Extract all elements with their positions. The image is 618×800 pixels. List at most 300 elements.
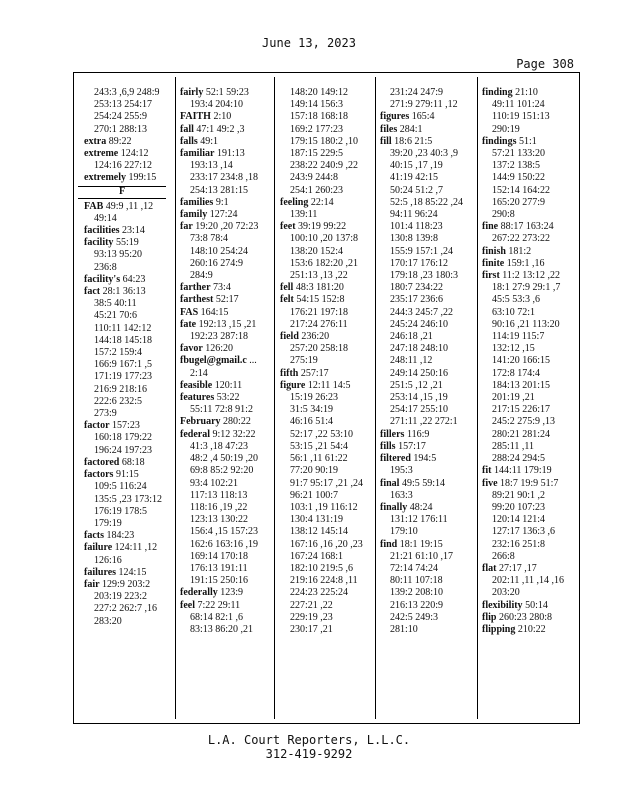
index-entry-continuation (84, 298, 166, 310)
index-term: flexibility (482, 599, 523, 611)
page-line-refs: 68:14 82:1 ,6 (190, 611, 244, 623)
page-line-refs: 251:13 ,13 ,22 (290, 270, 348, 282)
index-entry-continuation (280, 429, 363, 441)
index-entry-continuation (280, 563, 363, 575)
index-entry-continuation (280, 612, 363, 624)
index-entry-continuation (482, 331, 564, 343)
page-line-refs: 227:2 262:7 ,16 (94, 603, 158, 615)
index-entry (482, 624, 564, 636)
index-entry-continuation (280, 270, 363, 282)
index-entry-continuation (180, 160, 258, 172)
page-line-refs: 54:15 152:8 (296, 294, 345, 306)
page-line-refs: 254:17 255:10 (390, 404, 449, 416)
page-line-refs: 127:17 136:3 ,6 (492, 526, 556, 538)
page-line-refs: 216:9 218:16 (94, 383, 148, 395)
page-line-refs: 15:19 26:23 (290, 392, 339, 404)
index-entry-continuation (280, 526, 363, 538)
section-rule (78, 198, 166, 199)
index-entry-continuation (482, 429, 564, 441)
page-line-refs: 184:13 201:15 (492, 379, 551, 391)
page-line-refs: 243:3 ,6,9 248:9 (94, 87, 160, 98)
index-entry-continuation (280, 441, 363, 453)
index-column-1 (84, 87, 166, 628)
index-entry-continuation (482, 490, 564, 502)
page-line-refs: 192:23 287:18 (190, 331, 249, 343)
page-line-refs: 139:2 208:10 (390, 587, 444, 599)
page-line-refs: 271:11 ,22 272:1 (390, 416, 458, 428)
index-entry-continuation (84, 555, 166, 567)
page-line-refs: 202:11 ,11 ,14 ,16 (492, 575, 565, 587)
index-entry-continuation (180, 453, 258, 465)
page-line-refs: 144:11 179:19 (493, 465, 552, 477)
page-line-refs: 45:5 53:3 ,6 (492, 294, 541, 306)
index-term: familiar (180, 148, 215, 160)
index-entry (84, 225, 166, 237)
page-line-refs: 199:15 (128, 172, 157, 184)
index-entry-continuation (84, 481, 166, 493)
index-term: field (280, 331, 299, 343)
index-entry (380, 136, 463, 148)
index-term: facility (84, 237, 114, 249)
index-term: fall (180, 123, 194, 135)
page-line-refs: 260:16 274:9 (190, 257, 244, 269)
page-line-refs: 18:6 21:5 (394, 135, 433, 147)
column-divider (274, 77, 275, 719)
index-entry (180, 197, 258, 209)
page-line-refs: 157:17 (398, 440, 426, 452)
index-entry-continuation (180, 258, 258, 270)
index-entry-continuation (482, 392, 564, 404)
page-line-refs: 245:2 275:9 ,13 (492, 416, 556, 428)
index-column-3 (280, 87, 363, 636)
index-term: families (180, 196, 214, 208)
index-entry-continuation (482, 124, 564, 136)
index-entry-continuation (380, 148, 463, 160)
index-term: figure (280, 379, 306, 391)
page-line-refs: 167:16 ,16 ,20 ,23 (290, 538, 363, 550)
index-entry (482, 221, 564, 233)
index-entry-continuation (380, 465, 463, 477)
page-line-refs: 129:9 203:2 (102, 578, 151, 590)
page-line-refs: 157:2 159:4 (94, 347, 143, 359)
page-line-refs: 153:6 182:20 ,21 (290, 257, 359, 269)
index-entry-continuation (280, 539, 363, 551)
index-term: failures (84, 566, 117, 578)
index-term: five (482, 477, 498, 489)
page-line-refs: 93:13 95:20 (94, 249, 143, 261)
index-term: farther (180, 282, 211, 294)
index-entry-continuation (280, 160, 363, 172)
page-line-refs: 2:14 (190, 367, 208, 379)
index-term: fills (380, 440, 396, 452)
index-entry-continuation (380, 624, 463, 636)
page-line-refs: 19:20 ,20 72:23 (195, 221, 259, 233)
index-entry-continuation (380, 380, 463, 392)
index-entry-continuation (84, 262, 166, 274)
index-entry-continuation (84, 249, 166, 261)
index-entry-continuation (380, 392, 463, 404)
index-entry (180, 392, 258, 404)
page-line-refs: 191:15 250:16 (190, 575, 249, 587)
index-entry-continuation (280, 319, 363, 331)
page-line-refs: 167:24 168:1 (290, 550, 344, 562)
index-term: figures (380, 111, 410, 123)
page-line-refs: 11:2 13:12 ,22 (502, 270, 560, 282)
index-entry-continuation (84, 310, 166, 322)
page-line-refs: 28:1 36:13 (102, 286, 146, 298)
page-line-refs: 138:12 145:14 (290, 526, 349, 538)
page-line-refs: 236:20 (301, 331, 330, 343)
page-line-refs: 55:11 72:8 91:2 (190, 404, 253, 416)
page-line-refs: 116:9 (406, 428, 430, 440)
index-entry-continuation (180, 563, 258, 575)
page-line-refs: 52:1 59:23 (205, 87, 249, 98)
page-line-refs: 157:23 (112, 420, 140, 432)
index-entry-continuation (380, 587, 463, 599)
index-entry-continuation (482, 197, 564, 209)
index-entry (280, 368, 363, 380)
index-entry-continuation (280, 624, 363, 636)
index-entry-continuation (380, 551, 463, 563)
index-entry (380, 539, 463, 551)
page-line-refs: 88:17 163:24 (500, 221, 554, 233)
page-line-refs: 130:8 139:8 (390, 233, 439, 245)
page-line-refs: 72:14 74:24 (390, 562, 439, 574)
page-line-refs: 244:3 245:7 ,22 (390, 306, 454, 318)
index-term: final (380, 477, 400, 489)
index-entry (84, 172, 166, 184)
index-frame (73, 72, 580, 724)
page-line-refs: 148:10 254:24 (190, 245, 249, 257)
index-term: favor (180, 343, 203, 355)
page-line-refs: 216:13 220:9 (390, 599, 444, 611)
page-line-refs: 9:12 32:22 (212, 428, 256, 440)
page-line-refs: 159:1 ,16 (506, 257, 545, 269)
page-line-refs: 96:21 100:7 (290, 489, 339, 501)
page-line-refs: 101:4 118:23 (390, 221, 443, 233)
page-line-refs: 165:20 277:9 (492, 196, 546, 208)
page-line-refs: 179:15 180:2 ,10 (290, 135, 359, 147)
index-term: feeling (280, 196, 309, 208)
page-line-refs: 103:1 ,19 116:12 (290, 501, 358, 513)
index-entry-continuation (482, 282, 564, 294)
index-entry-continuation (180, 624, 258, 636)
index-entry-continuation (482, 416, 564, 428)
index-entry-continuation (84, 335, 166, 347)
page-line-refs: 219:16 224:8 ,11 (290, 575, 358, 587)
index-term: first (482, 270, 500, 282)
page-line-refs: 124:16 227:12 (94, 160, 153, 172)
index-entry (482, 136, 564, 148)
page-line-refs: 2:10 (213, 111, 232, 123)
index-entry-continuation (180, 172, 258, 184)
index-term: filtered (380, 453, 411, 465)
page-line-refs: 73:4 (213, 282, 231, 294)
index-term: family (180, 209, 208, 221)
index-entry-continuation (380, 197, 463, 209)
index-entry-continuation (280, 465, 363, 477)
index-entry (180, 136, 258, 148)
index-entry-continuation (482, 160, 564, 172)
page-line-refs: 284:1 (399, 123, 423, 135)
page-line-refs: 290:8 (492, 209, 515, 221)
page-line-refs: 110:11 142:12 (94, 322, 152, 334)
index-term: federal (180, 428, 210, 440)
page-line-refs: 217:15 226:17 (492, 404, 551, 416)
index-entry-continuation (180, 575, 258, 587)
index-term: flat (482, 562, 497, 574)
page-line-refs: 139:11 (290, 209, 318, 221)
page-line-refs: 224:23 225:24 (290, 587, 349, 599)
transcript-date: June 13, 2023 (262, 36, 356, 50)
page-line-refs: 170:17 176:12 (390, 257, 449, 269)
index-entry-continuation (380, 258, 463, 270)
index-entry-continuation (380, 490, 463, 502)
index-term: extremely (84, 172, 127, 184)
index-entry-continuation (84, 371, 166, 383)
page-line-refs: 283:20 (94, 615, 122, 627)
index-entry-continuation (482, 343, 564, 355)
index-entry-continuation (380, 246, 463, 258)
page-line-refs: 182:10 219:5 ,6 (290, 562, 354, 574)
index-entry-continuation (482, 294, 564, 306)
page-line-refs: 203:19 223:2 (94, 591, 148, 603)
index-entry-continuation (380, 233, 463, 245)
index-entry (180, 416, 258, 428)
page-line-refs: 91:7 95:17 ,21 ,24 (290, 477, 364, 489)
index-term: finding (482, 87, 513, 98)
page-line-refs: 181:2 (508, 245, 532, 257)
index-entry-continuation (280, 258, 363, 270)
page-line-refs: 41:19 42:15 (390, 172, 439, 184)
index-term: February (180, 416, 221, 428)
index-entry-continuation (280, 185, 363, 197)
index-entry-continuation (280, 404, 363, 416)
page-line-refs: 94:11 96:24 (390, 209, 438, 221)
page-line-refs: 271:9 279:11 ,12 (390, 99, 458, 111)
index-entry-continuation (84, 359, 166, 371)
index-entry-continuation (280, 453, 363, 465)
page-line-refs: 233:17 234:8 ,18 (190, 172, 259, 184)
index-entry (180, 148, 258, 160)
index-entry-continuation (280, 416, 363, 428)
page-line-refs: 235:17 236:6 (390, 294, 444, 306)
page-line-refs: 53:15 ,21 54:4 (290, 440, 349, 452)
index-term: fairly (180, 87, 204, 98)
page-line-refs: 68:18 (121, 456, 145, 468)
index-entry-continuation (380, 404, 463, 416)
index-entry (180, 355, 258, 367)
page-line-refs: 80:11 107:18 (390, 575, 443, 587)
page-line-refs: 254:1 260:23 (290, 184, 344, 196)
index-term: fit (482, 465, 492, 477)
index-entry-continuation (482, 575, 564, 587)
index-term: federally (180, 587, 218, 599)
index-entry-continuation (280, 551, 363, 563)
index-entry-continuation (380, 575, 463, 587)
page-line-refs: 48:24 (409, 501, 433, 513)
index-term: facility's (84, 273, 121, 285)
index-entry-continuation (482, 209, 564, 221)
page-line-refs: 257:17 (300, 367, 329, 379)
index-entry-continuation (380, 343, 463, 355)
index-entry-continuation (84, 432, 166, 444)
page-line-refs: 51:1 (518, 135, 537, 147)
index-entry (380, 441, 463, 453)
index-entry-continuation (180, 551, 258, 563)
index-entry-continuation (84, 160, 166, 172)
page-line-refs: 169:14 170:18 (190, 550, 249, 562)
page-line-refs: 166:9 167:1 ,5 (94, 359, 153, 371)
page-line-refs: 201:19 ,21 (492, 392, 535, 404)
index-term: fate (180, 318, 197, 330)
page-line-refs: 144:9 150:22 (492, 172, 546, 184)
page-line-refs: 163:3 (390, 489, 413, 501)
index-entry-continuation (180, 539, 258, 551)
page-line-refs: 46:16 51:4 (290, 416, 334, 428)
index-entry-continuation (84, 591, 166, 603)
page-line-refs: 56:1 ,11 61:22 (290, 453, 348, 465)
page-line-refs: 169:2 177:23 (290, 123, 344, 135)
index-entry-continuation (482, 185, 564, 197)
page-line-refs: 64:23 (122, 273, 146, 285)
page-line-refs: 93:4 102:21 (190, 477, 239, 489)
page-line-refs: 179:18 ,23 180:3 (390, 270, 459, 282)
index-entry-continuation (280, 600, 363, 612)
index-term: fell (280, 282, 294, 294)
page-line-refs: 187:15 229:5 (290, 148, 344, 160)
page-line-refs: 52:17 ,22 53:10 (290, 428, 354, 440)
page-line-refs: ... (249, 355, 257, 367)
index-entry-continuation (180, 612, 258, 624)
section-letter: F (118, 185, 126, 197)
page-line-refs: 41:3 ,18 47:23 (190, 440, 249, 452)
index-entry-continuation (84, 518, 166, 530)
index-entry-continuation (482, 148, 564, 160)
index-term: failure (84, 542, 113, 554)
index-entry (84, 579, 166, 591)
page-line-refs: 267:22 273:22 (492, 233, 551, 245)
index-term: factors (84, 469, 114, 481)
index-entry-continuation (84, 616, 166, 628)
page-line-refs: 110:19 151:13 (492, 111, 550, 123)
page-line-refs: 171:19 177:23 (94, 371, 153, 383)
index-entry-continuation (280, 209, 363, 221)
page-line-refs: 50:24 51:2 ,7 (390, 184, 444, 196)
index-entry-continuation (380, 307, 463, 319)
index-entry (482, 563, 564, 575)
index-entry-continuation (482, 368, 564, 380)
page-line-refs: 222:6 232:5 (94, 395, 143, 407)
index-term: extreme (84, 148, 119, 160)
index-entry (84, 542, 166, 554)
index-entry (180, 124, 258, 136)
index-entry (482, 612, 564, 624)
page-line-refs: 57:21 133:20 (492, 148, 546, 160)
index-entry-continuation (380, 355, 463, 367)
index-entry-continuation (380, 368, 463, 380)
index-entry-continuation (482, 380, 564, 392)
index-entry (180, 343, 258, 355)
page-line-refs: 253:13 254:17 (94, 99, 153, 111)
page-line-refs: 120:11 (214, 379, 243, 391)
index-entry (180, 87, 258, 99)
page-line-refs: 130:4 131:19 (290, 514, 344, 526)
page-line-refs: 260:23 280:8 (498, 611, 553, 623)
index-entry (280, 380, 363, 392)
index-entry (380, 478, 463, 490)
page-line-refs: 270:1 288:13 (94, 123, 148, 135)
page-line-refs: 164:15 (200, 306, 229, 318)
page-line-refs: 162:6 163:16 ,19 (190, 538, 259, 550)
page-line-refs: 49:5 59:14 (401, 477, 446, 489)
index-entry (84, 420, 166, 432)
page-line-refs: 238:22 240:9 ,22 (290, 160, 359, 172)
index-entry (84, 237, 166, 249)
index-entry (482, 258, 564, 270)
index-entry-continuation (280, 148, 363, 160)
page-line-refs: 137:2 138:5 (492, 160, 541, 172)
index-term: feet (280, 221, 296, 233)
page-line-refs: 195:3 (390, 465, 413, 477)
index-entry-continuation (380, 416, 463, 428)
index-entry-continuation (180, 99, 258, 111)
index-term: finish (482, 245, 506, 257)
page-line-refs: 284:9 (190, 270, 213, 282)
page-line-refs: 18:1 19:15 (399, 538, 443, 550)
page-line-refs: 141:20 166:15 (492, 355, 551, 367)
index-entry-continuation (280, 246, 363, 258)
index-entry (180, 209, 258, 221)
page-line-refs: 49:11 101:24 (492, 99, 545, 111)
index-entry-continuation (84, 384, 166, 396)
footer (0, 733, 618, 761)
index-entry-continuation (380, 209, 463, 221)
index-entry (84, 148, 166, 160)
page-line-refs: 280:22 (223, 416, 251, 428)
page-line-refs: 109:5 116:24 (94, 481, 147, 493)
page-line-refs: 138:20 152:4 (290, 245, 344, 257)
index-entry-continuation (380, 270, 463, 282)
index-entry-continuation (380, 282, 463, 294)
page-line-refs: 49:1 (200, 135, 219, 147)
index-entry-continuation (482, 355, 564, 367)
index-column-5 (482, 87, 564, 636)
page-line-refs: 266:8 (492, 550, 515, 562)
index-entry-continuation (180, 526, 258, 538)
page-line-refs: 253:14 ,15 ,19 (390, 392, 448, 404)
page-line-refs: 231:24 247:9 (390, 87, 444, 98)
page-line-refs: 160:18 179:22 (94, 432, 153, 444)
index-entry-continuation (84, 408, 166, 420)
index-entry-continuation (280, 355, 363, 367)
index-term: factor (84, 420, 110, 432)
index-entry (280, 197, 363, 209)
page-line-refs: 156:4 ,15 157:23 (190, 526, 259, 538)
page-line-refs: 21:10 (515, 87, 538, 98)
page-line-refs: 18:7 19:9 51:7 (500, 477, 559, 489)
index-entry-continuation (380, 331, 463, 343)
index-entry (84, 286, 166, 298)
index-term: felt (280, 294, 294, 306)
index-term: features (180, 392, 215, 404)
page-line-refs: 38:5 40:11 (94, 298, 137, 310)
page-line-refs: 176:19 178:5 (94, 505, 148, 517)
footer-phone: 312-419-9292 (265, 747, 353, 761)
index-entry (180, 429, 258, 441)
page-line-refs: 176:21 197:18 (290, 306, 349, 318)
index-entry-continuation (180, 514, 258, 526)
